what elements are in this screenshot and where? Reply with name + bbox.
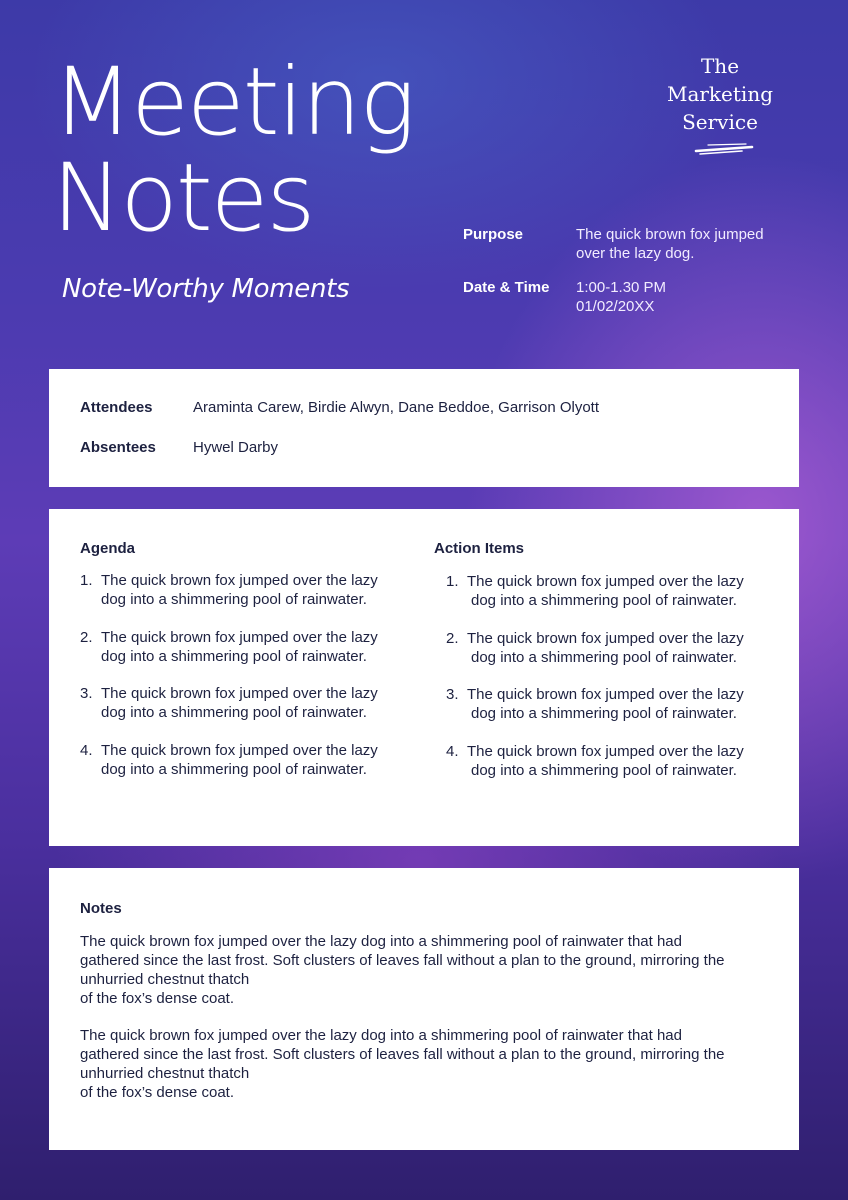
time-value: 1:00-1.30 PM (576, 279, 667, 296)
action-item-number: 2. (446, 629, 459, 647)
notes-paragraph (80, 932, 770, 1008)
action-item-text: The quick brown fox jumped over the lazy (467, 742, 744, 760)
action-item-text: dog into a shimmering pool of rainwater. (471, 592, 737, 609)
agenda-item-text: dog into a shimmering pool of rainwater. (101, 760, 367, 778)
date-value: 01/02/20XX (576, 298, 655, 315)
action-item (446, 685, 776, 742)
agenda-item-text: dog into a shimmering pool of rainwater. (101, 591, 367, 608)
action-items-heading: Action Items (434, 540, 525, 557)
agenda-item (80, 571, 400, 628)
agenda-item (80, 684, 400, 741)
action-item-text: The quick brown fox jumped over the lazy (467, 629, 744, 647)
brand-logo (660, 52, 780, 136)
agenda-item-number: 2. (80, 628, 93, 646)
agenda-item (80, 628, 400, 685)
absentees-value: Hywel Darby (193, 439, 279, 456)
notes-line: unhurried chestnut thatch (80, 971, 250, 988)
agenda-item-text: The quick brown fox jumped over the lazy (101, 741, 378, 759)
agenda-item-text: dog into a shimmering pool of rainwater. (101, 647, 367, 665)
brand-line: The (700, 54, 740, 78)
action-item-text: The quick brown fox jumped over the lazy (467, 686, 744, 703)
notes-line: The quick brown fox jumped over the lazy dog into a shimmering pool of rainwater that had (80, 933, 682, 950)
agenda-item-text: The quick brown fox jumped over the lazy (101, 572, 378, 589)
brand-line: Service (682, 110, 758, 134)
agenda-list (80, 571, 400, 797)
attendees-label: Attendees (80, 399, 153, 416)
datetime-label: Date & Time (463, 279, 550, 296)
action-item (446, 742, 776, 799)
action-item-text: dog into a shimmering pool of rainwater. (471, 705, 737, 722)
agenda-item-number: 3. (80, 685, 93, 702)
attendance-card (49, 369, 799, 487)
action-item-text: dog into a shimmering pool of rainwater. (471, 761, 737, 779)
action-item-number: 1. (446, 573, 459, 590)
action-item-number: 4. (446, 742, 459, 760)
brush-underline-icon (694, 142, 756, 156)
notes-line: The quick brown fox jumped over the lazy dog into a shimmering pool of rainwater that had (80, 1027, 682, 1044)
notes-line: gathered since the last frost. Soft clusters of leaves fall without a plan to the ground, mirroring the (80, 1046, 725, 1063)
action-items-list (446, 572, 776, 798)
purpose-line: over the lazy dog. (576, 245, 695, 262)
datetime-value (576, 278, 796, 316)
agenda-item-number: 1. (80, 572, 93, 589)
notes-paragraph (80, 1026, 770, 1102)
title-line-meeting: Meeting (52, 48, 414, 157)
notes-line: of the fox’s dense coat. (80, 1084, 234, 1101)
action-item-text: The quick brown fox jumped over the lazy (467, 573, 744, 590)
purpose-value (576, 225, 796, 263)
absentees-label: Absentees (80, 439, 156, 456)
agenda-card (49, 509, 799, 846)
action-item (446, 572, 776, 629)
agenda-item-text: The quick brown fox jumped over the lazy (101, 685, 378, 702)
notes-line: gathered since the last frost. Soft clusters of leaves fall without a plan to the ground, mirroring the (80, 952, 725, 969)
subtitle: Note-Worthy Moments (62, 274, 350, 304)
agenda-item (80, 741, 400, 798)
title-line-notes: Notes (52, 144, 314, 253)
agenda-item-text: dog into a shimmering pool of rainwater. (101, 704, 367, 721)
action-item-number: 3. (446, 686, 459, 703)
notes-card (49, 868, 799, 1150)
notes-line: of the fox’s dense coat. (80, 990, 234, 1007)
purpose-label: Purpose (463, 226, 524, 243)
purpose-line: The quick brown fox jumped (576, 226, 764, 243)
agenda-heading: Agenda (80, 540, 136, 557)
action-item-text: dog into a shimmering pool of rainwater. (471, 648, 737, 666)
agenda-item-text: The quick brown fox jumped over the lazy (101, 628, 378, 646)
action-item (446, 629, 776, 686)
agenda-item-number: 4. (80, 741, 93, 759)
notes-line: unhurried chestnut thatch (80, 1065, 250, 1082)
attendees-value: Araminta Carew, Birdie Alwyn, Dane Beddoe, Garrison Olyott (193, 399, 600, 416)
brand-line: Marketing (666, 82, 774, 106)
notes-heading: Notes (80, 900, 122, 917)
